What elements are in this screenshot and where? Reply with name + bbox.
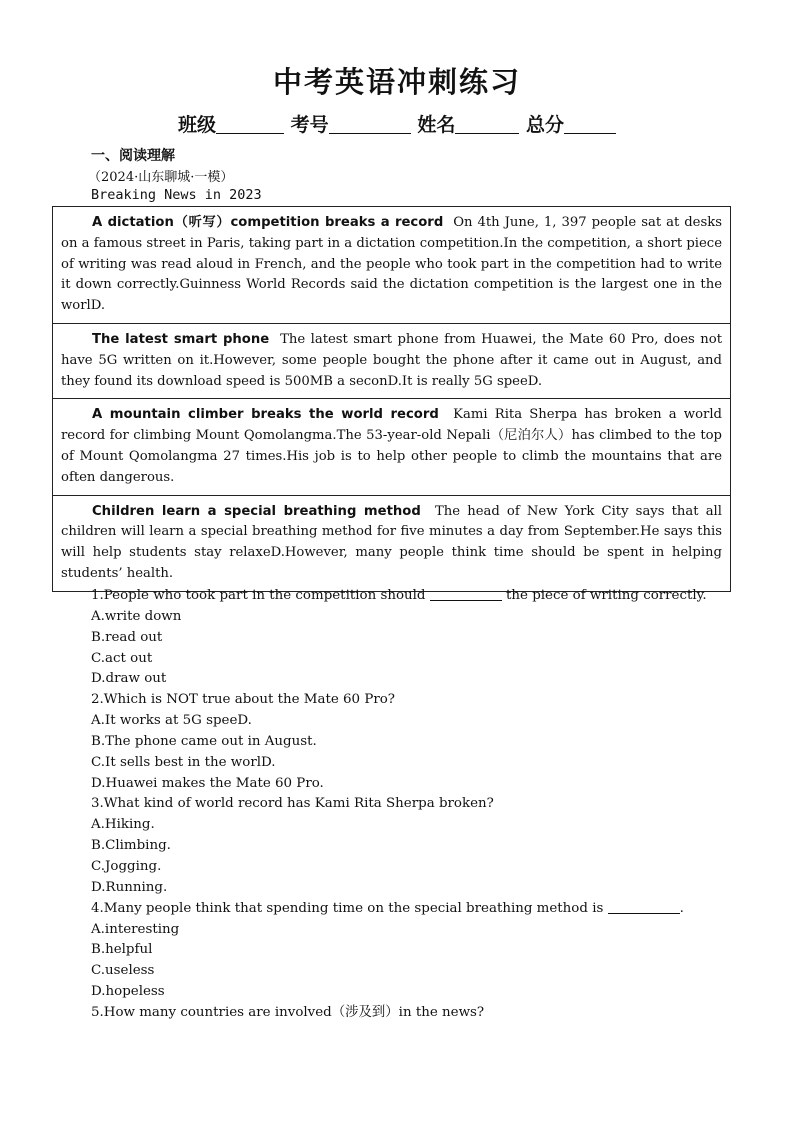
- section-heading: 一、阅读理解: [91, 148, 175, 164]
- question-1: [60, 586, 728, 607]
- exam-no-blank: [329, 113, 411, 134]
- news-title: A dictation（听写）competition breaks a record: [92, 215, 444, 230]
- student-info-line: [0, 110, 794, 137]
- answer-blank[interactable]: [608, 899, 680, 914]
- option-a[interactable]: A.interesting: [91, 921, 180, 937]
- option-b[interactable]: B.Climbing.: [91, 838, 171, 854]
- class-label: 班级: [178, 114, 217, 136]
- page-title: 中考英语冲刺练习: [272, 65, 521, 99]
- news-title: Children learn a special breathing method: [92, 503, 421, 519]
- option-b[interactable]: B.read out: [91, 629, 163, 645]
- question-3: 3.What kind of world record has Kami Rita Sherpa broken?: [91, 796, 494, 812]
- news-title: A mountain climber breaks the world record: [92, 407, 439, 423]
- option-c[interactable]: C.Jogging.: [91, 858, 162, 874]
- question-source: （2024·山东聊城·一模）: [88, 170, 234, 185]
- option-d[interactable]: D.Running.: [91, 879, 168, 895]
- question-text: 1.People who took part in the competition should: [91, 588, 430, 603]
- option-b[interactable]: B.helpful: [91, 942, 153, 958]
- option-b[interactable]: B.The phone came out in August.: [91, 733, 317, 749]
- news-item-breathing-method: [53, 495, 730, 591]
- news-item-dictation: [53, 207, 730, 323]
- news-body: The head of New York City says that all children will learn a special breathing method for five minutes a day from September.He says this will help students stay relaxeD.However, many people think time should be spent in helping students’ health.: [61, 503, 722, 581]
- name-blank: [455, 113, 519, 134]
- news-item-smart-phone: [53, 323, 730, 398]
- question-4: [60, 899, 728, 920]
- option-d[interactable]: D.Huawei makes the Mate 60 Pro.: [91, 775, 324, 791]
- news-title: The latest smart phone: [92, 331, 270, 347]
- article-title: Breaking News in 2023: [91, 187, 262, 203]
- score-blank: [564, 113, 616, 134]
- news-body: Kami Rita Sherpa has broken a world record for climbing Mount Qomolangma.The 53-year-old Nepali（尼泊尔人）has climbed to the top of Mount Qomolangma 27 times.His job is to help other people to climb the mountains that are often dangerous.: [61, 407, 722, 485]
- question-text-end: .: [679, 900, 684, 916]
- name-label: 姓名: [417, 114, 456, 136]
- option-a[interactable]: A.write down: [91, 608, 182, 624]
- question-5: 5.How many countries are involved（涉及到）in the news?: [91, 1004, 485, 1020]
- option-d[interactable]: D.hopeless: [91, 984, 165, 1000]
- question-text-end: the piece of writing correctly.: [501, 588, 707, 603]
- news-body: The latest smart phone from Huawei, the Mate 60 Pro, does not have 5G written on it.However, some people bought the phone after it came out in August, and they found its download speed is 500MB a seconD.It is really 5G speeD.: [61, 331, 722, 389]
- score-label: 总分: [525, 114, 564, 136]
- option-c[interactable]: C.useless: [91, 963, 155, 979]
- option-a[interactable]: A.Hiking.: [91, 817, 155, 833]
- question-text: 4.Many people think that spending time on the special breathing method is: [91, 900, 608, 916]
- exam-no-label: 考号: [290, 114, 329, 136]
- question-list: [60, 586, 728, 1024]
- answer-blank[interactable]: [430, 586, 502, 601]
- question-2: 2.Which is NOT true about the Mate 60 Pro?: [91, 692, 395, 708]
- class-blank: [216, 113, 284, 134]
- option-a[interactable]: A.It works at 5G speeD.: [91, 713, 252, 729]
- option-d[interactable]: D.draw out: [91, 671, 167, 687]
- option-c[interactable]: C.It sells best in the worlD.: [91, 754, 276, 770]
- option-c[interactable]: C.act out: [91, 650, 153, 666]
- news-item-mountain-climber: [53, 398, 730, 494]
- news-table: [52, 206, 731, 592]
- news-body: On 4th June, 1, 397 people sat at desks on a famous street in Paris, taking part in a dictation competition.In the competition, a short piece of writing was read aloud in French, and the people who took part in the competition had to write it down correctly.Guinness World Records said the dictation competition is the largest one in the worlD.: [61, 215, 723, 314]
